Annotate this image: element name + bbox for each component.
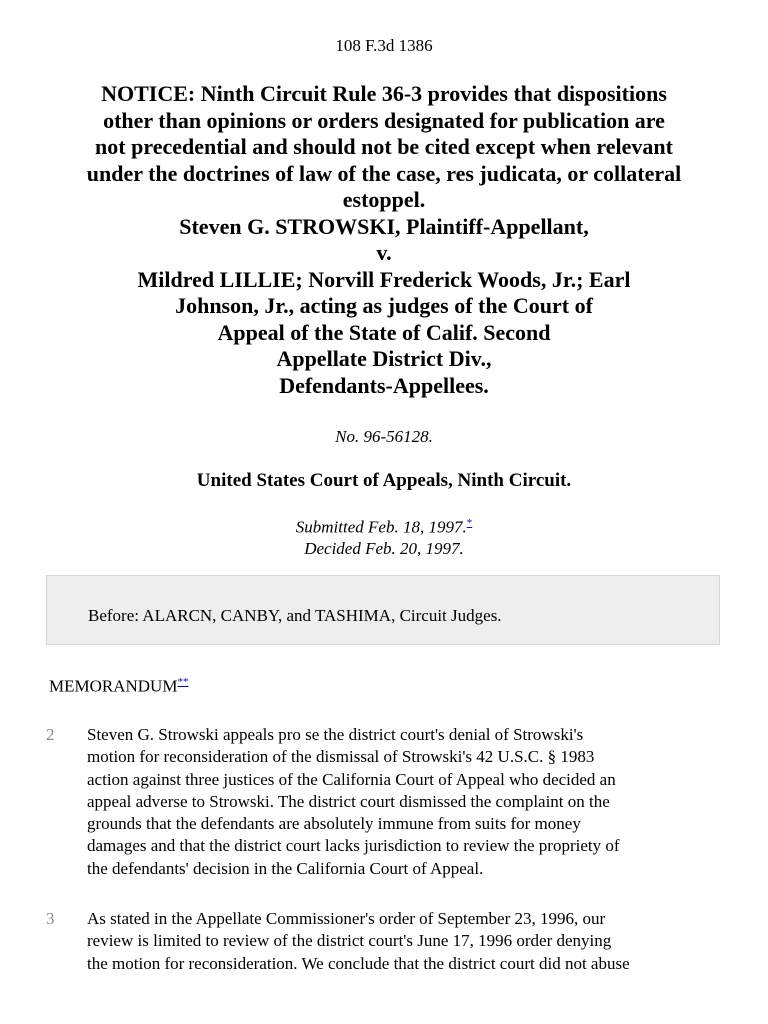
submitted-date: Submitted Feb. 18, 1997.* bbox=[295, 517, 473, 537]
text-line: review is limited to review of the district court's June 17, 1996 order denying bbox=[87, 931, 612, 951]
notice-line: not precedential and should not be cited except when relevant bbox=[95, 134, 673, 159]
text-line: the motion for reconsideration. We conclude that the district court did not abuse bbox=[87, 953, 630, 973]
dates bbox=[0, 513, 768, 559]
court-name: United States Court of Appeals, Ninth Circuit. bbox=[196, 470, 572, 491]
caption-line: Mildred LILLIE; Norvill Frederick Woods, Jr.; Earl bbox=[137, 266, 631, 292]
notice-line: NOTICE: Ninth Circuit Rule 36-3 provides that dispositions bbox=[101, 81, 667, 106]
footnote-link-double-star[interactable]: ** bbox=[177, 676, 189, 688]
case-title bbox=[40, 81, 728, 399]
text-line: Steven G. Strowski appeals pro se the district court's denial of Strowski's bbox=[87, 725, 584, 744]
judges-panel bbox=[46, 575, 720, 645]
footnote-link-star[interactable]: * bbox=[466, 517, 473, 529]
text-line: As stated in the Appellate Commissioner's order of September 23, 1996, our bbox=[87, 909, 606, 928]
decided-date: Decided Feb. 20, 1997. bbox=[304, 538, 464, 558]
caption-line: Steven G. STROWSKI, Plaintiff-Appellant, bbox=[179, 213, 589, 239]
paragraph-text bbox=[87, 724, 727, 880]
judges-text: Before: ALARCN, CANBY, and TASHIMA, Circuit Judges. bbox=[88, 606, 502, 625]
caption-line: Appellate District Div., bbox=[276, 346, 492, 371]
memorandum-label: MEMORANDUM bbox=[49, 676, 178, 696]
text-line: appeal adverse to Strowski. The district court dismissed the complaint on the bbox=[87, 791, 610, 811]
notice-line: estoppel. bbox=[342, 187, 426, 212]
text-line: motion for reconsideration of the dismissal of Strowski's 42 U.S.C. § 1983 bbox=[87, 747, 595, 767]
caption-line: v. bbox=[376, 240, 392, 265]
caption-line: Defendants-Appellees. bbox=[279, 372, 489, 398]
text-line: grounds that the defendants are absolutely immune from suits for money bbox=[87, 814, 581, 834]
docket-number: No. 96-56128. bbox=[335, 427, 433, 446]
text-line: the defendants' decision in the California Court of Appeal. bbox=[87, 858, 484, 878]
paragraph-number: 2 bbox=[46, 725, 55, 744]
paragraph-number: 3 bbox=[46, 909, 55, 928]
text-line: damages and that the district court lacks jurisdiction to review the propriety of bbox=[87, 836, 620, 856]
memorandum-heading bbox=[46, 676, 188, 697]
caption-line: Appeal of the State of Calif. Second bbox=[217, 319, 551, 345]
notice-line: under the doctrines of law of the case, res judicata, or collateral bbox=[86, 160, 682, 186]
caption-line: Johnson, Jr., acting as judges of the Court of bbox=[175, 293, 593, 318]
paragraph-number: 1 bbox=[46, 690, 47, 692]
paragraph-text bbox=[87, 908, 727, 975]
notice-line: other than opinions or orders designated for publication are bbox=[103, 107, 665, 133]
citation: 108 F.3d 1386 bbox=[335, 36, 433, 55]
text-line: action against three justices of the California Court of Appeal who decided an bbox=[87, 769, 616, 789]
